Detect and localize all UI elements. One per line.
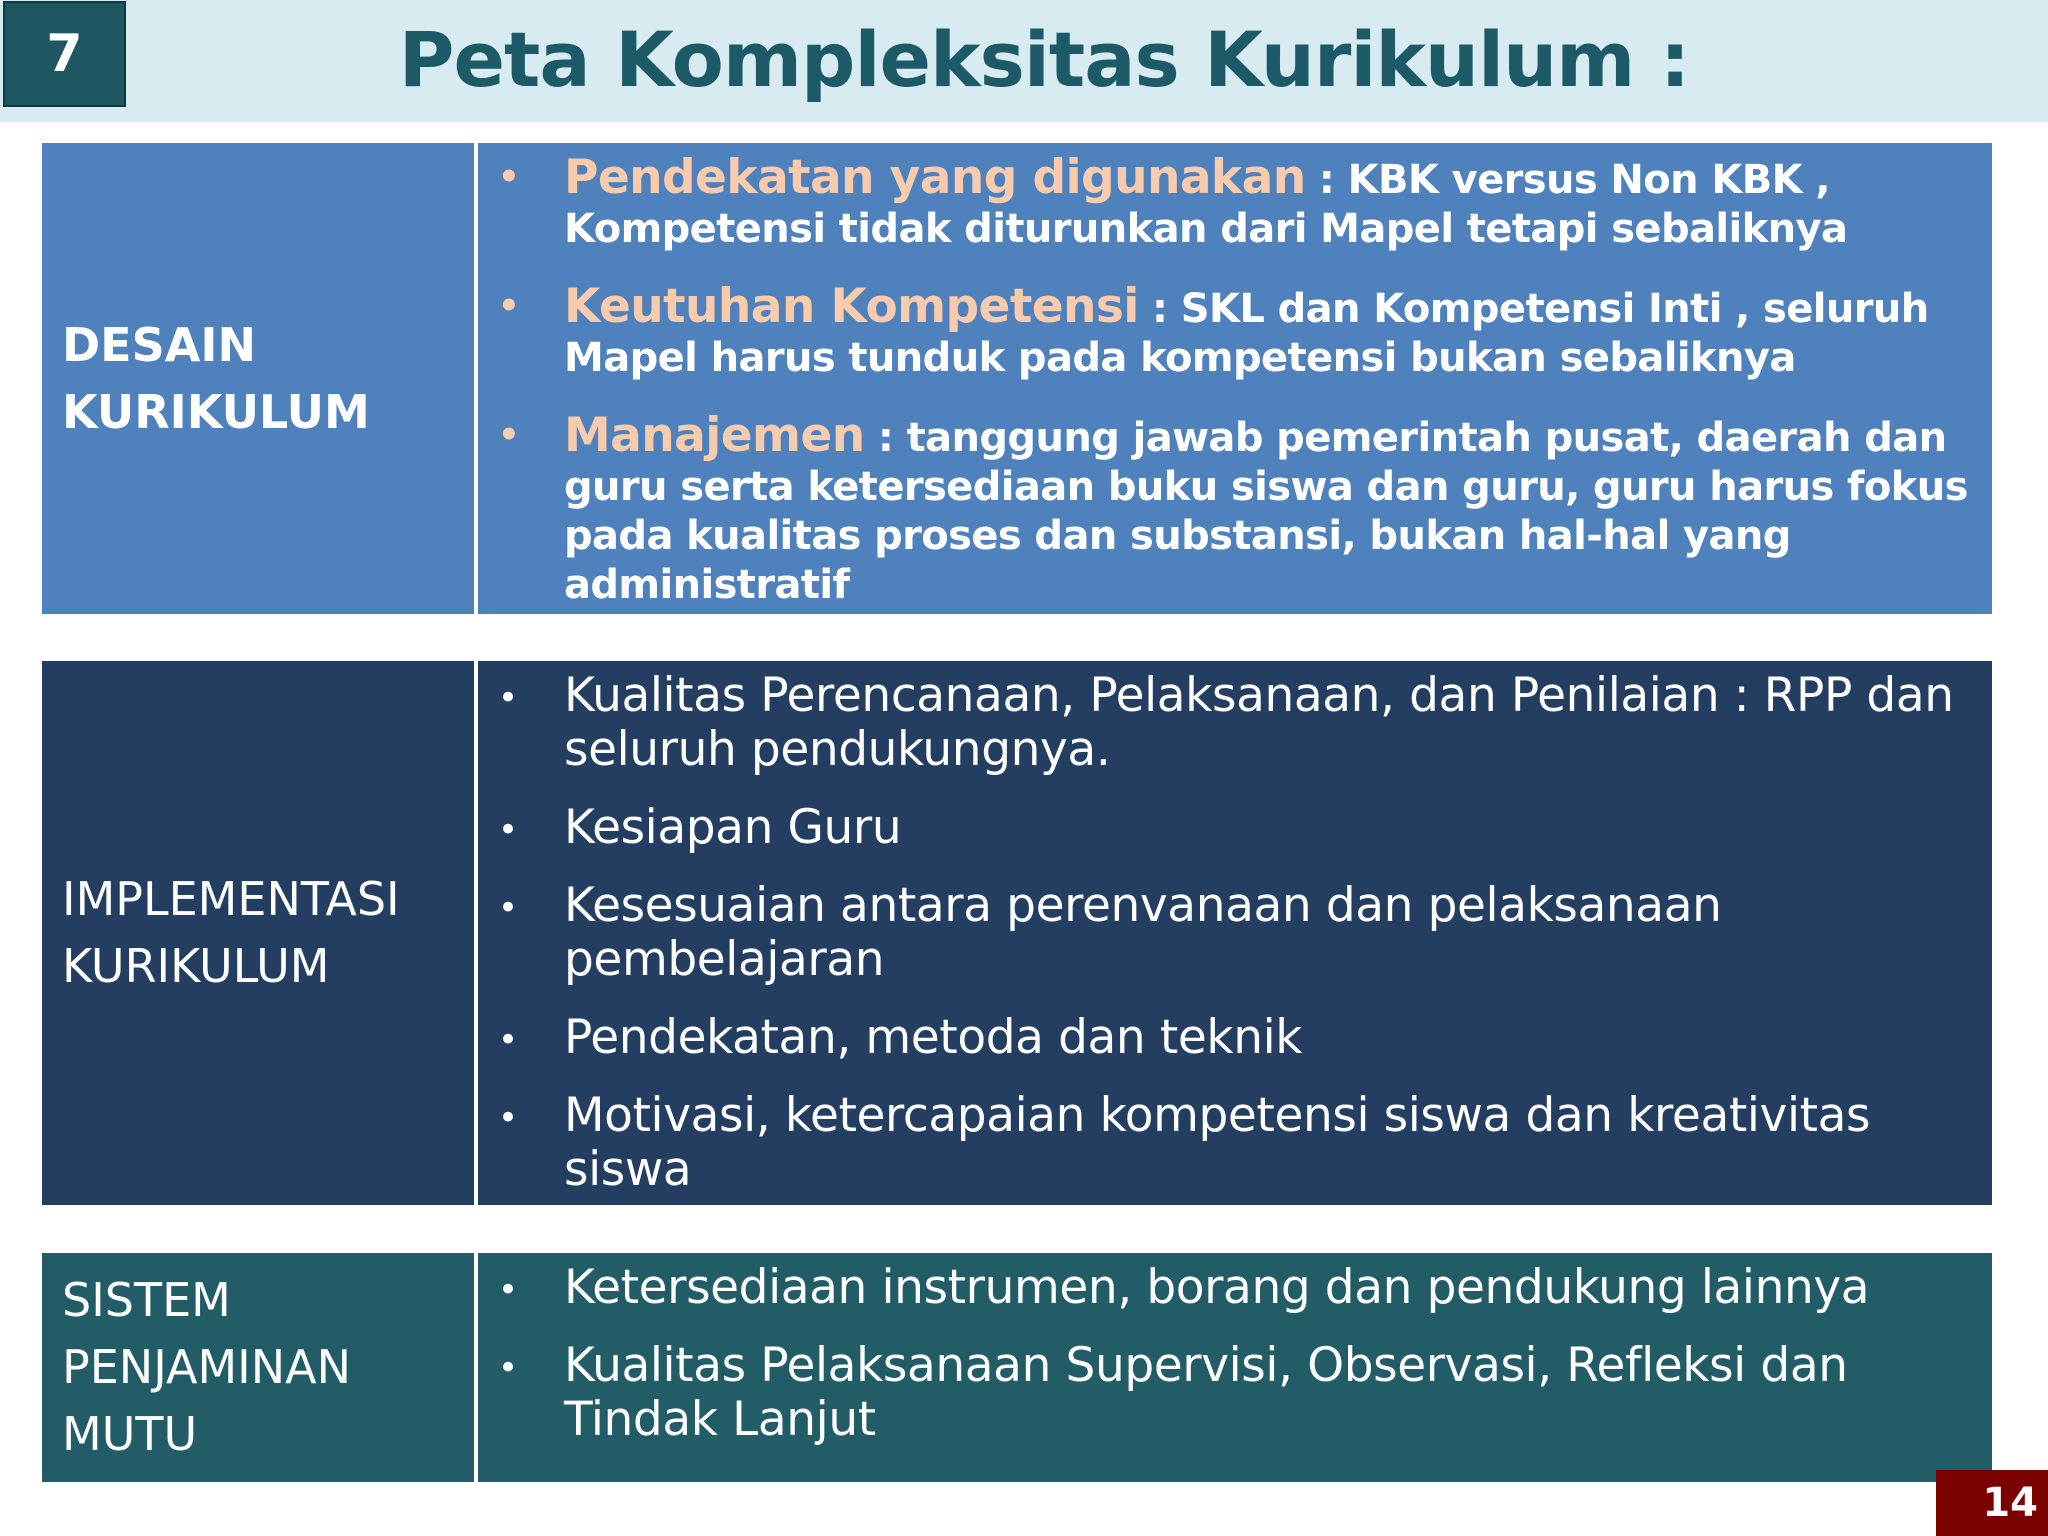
label-line: IMPLEMENTASI [62, 872, 400, 926]
list-item [478, 1261, 1992, 1315]
row-content [478, 1253, 1992, 1482]
bullet-list [478, 661, 1992, 1197]
list-item [478, 1089, 1992, 1197]
page-number: 14 [1936, 1470, 2048, 1536]
list-item [478, 879, 1992, 987]
bullet-list [478, 1253, 1992, 1447]
row-implementasi-kurikulum [42, 661, 1992, 1205]
bullet-icon: • [498, 1348, 518, 1388]
item-text: siswa [564, 1142, 692, 1197]
bullet-icon: • [498, 157, 520, 197]
bullet-list [478, 143, 1992, 610]
item-text: Pendekatan, metoda dan teknik [564, 1010, 1303, 1065]
slide-title: Peta Kompleksitas Kurikulum : [398, 15, 1690, 104]
item-text: Mapel harus tunduk pada kompetensi bukan sebaliknya [564, 335, 1796, 381]
list-item [478, 1339, 1992, 1447]
item-highlight: Manajemen [564, 408, 865, 463]
list-item [478, 801, 1992, 855]
bullet-icon: • [498, 810, 518, 850]
slide-number-badge: 7 [3, 1, 126, 107]
row-label [42, 661, 474, 1205]
label-line: KURIKULUM [62, 384, 370, 439]
item-text: : tanggung jawab pemerintah pusat, daerah dan [864, 415, 1947, 461]
bullet-icon: • [498, 286, 520, 326]
bullet-icon: • [498, 1270, 518, 1310]
item-text: Kompetensi tidak diturunkan dari Mapel tetapi sebaliknya [564, 206, 1848, 252]
label-line: PENJAMINAN [62, 1340, 351, 1394]
item-text: : SKL dan Kompetensi Inti , seluruh [1138, 286, 1929, 332]
item-highlight: Pendekatan yang digunakan [564, 150, 1306, 205]
item-text: pada kualitas proses dan substansi, bukan hal-hal yang [564, 513, 1791, 559]
item-text: Motivasi, ketercapaian kompetensi siswa dan kreativitas [564, 1088, 1871, 1143]
row-content [478, 143, 1992, 614]
label-line: MUTU [62, 1407, 198, 1461]
row-desain-kurikulum [42, 143, 1992, 614]
item-text: Ketersediaan instrumen, borang dan pendukung lainnya [564, 1260, 1870, 1315]
row-label [42, 143, 474, 614]
item-text: Kualitas Pelaksanaan Supervisi, Observasi, Refleksi dan [564, 1338, 1848, 1393]
row-content [478, 661, 1992, 1205]
label-line: SISTEM [62, 1273, 231, 1327]
label-line: DESAIN [62, 317, 256, 372]
item-text: administratif [564, 562, 850, 608]
item-text: Kesiapan Guru [564, 800, 902, 855]
bullet-icon: • [498, 1098, 518, 1138]
row-sistem-penjaminan-mutu [42, 1253, 1992, 1482]
list-item [478, 669, 1992, 777]
label-line: KURIKULUM [62, 939, 330, 993]
bullet-icon: • [498, 1020, 518, 1060]
item-text: Tindak Lanjut [564, 1392, 876, 1447]
bullet-icon: • [498, 415, 520, 455]
list-item [478, 1011, 1992, 1065]
item-text: Kesesuaian antara perenvanaan dan pelaksanaan [564, 878, 1722, 933]
item-text: Kualitas Perencanaan, Pelaksanaan, dan Penilaian : RPP dan [564, 668, 1954, 723]
item-text: pembelajaran [564, 932, 885, 987]
item-text: guru serta ketersediaan buku siswa dan guru, guru harus fokus [564, 464, 1968, 510]
row-label [42, 1253, 474, 1482]
bullet-icon: • [498, 678, 518, 718]
item-text: seluruh pendukungnya. [564, 722, 1111, 777]
list-item [478, 150, 1992, 254]
bullet-icon: • [498, 888, 518, 928]
item-text: : KBK versus Non KBK , [1305, 157, 1830, 203]
item-highlight: Keutuhan Kompetensi [564, 279, 1139, 334]
list-item [478, 408, 1992, 610]
list-item [478, 279, 1992, 383]
